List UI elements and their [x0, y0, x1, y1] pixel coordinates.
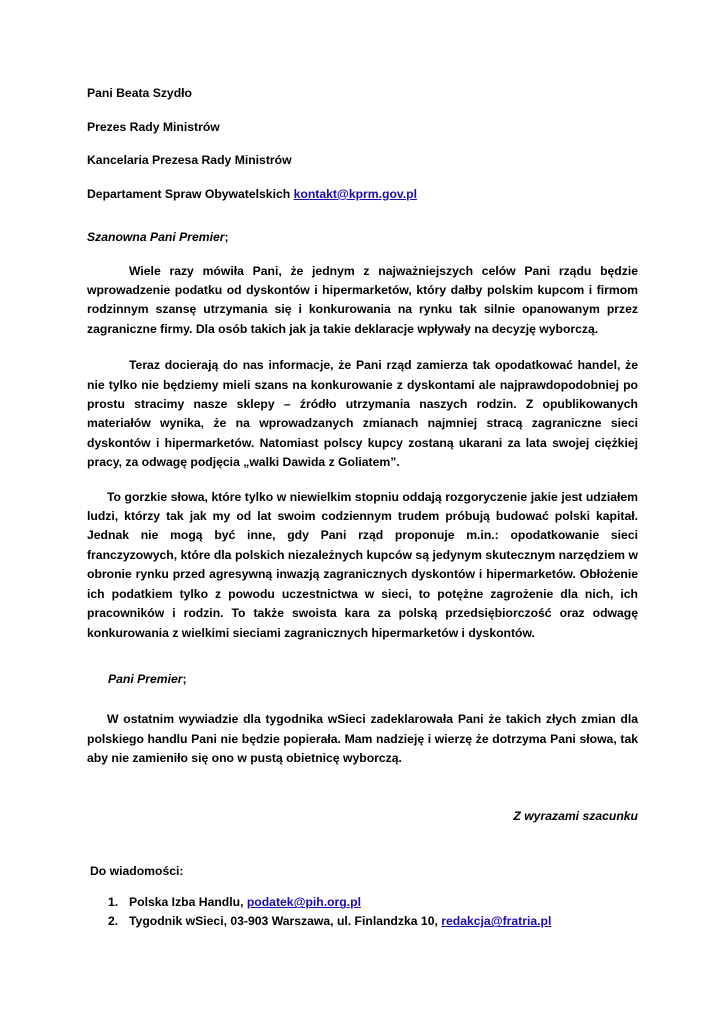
cc-item-email-link[interactable]: redakcja@fratria.pl [441, 914, 552, 929]
salutation-2-punct: ; [182, 671, 187, 686]
cc-item-number: 1. [108, 895, 119, 910]
cc-item-number: 2. [108, 914, 119, 929]
salutation-text: Szanowna Pani Premier [87, 230, 225, 245]
cc-item-text: Polska Izba Handlu, [129, 895, 247, 910]
department-email-link[interactable]: kontakt@kprm.gov.pl [293, 186, 417, 201]
paragraph-1: Wiele razy mówiła Pani, że jednym z najważniejszych celów Pani rządu będzie wprowadzenie podatku od dyskontów i hipermarketów, który dałby polskim kupcom i firmom rodzinnym szansę utrzymania się i konkurowania na rynku tak silnie opanowanym przez zagraniczne firmy. Dla osób takich jak ja takie deklaracje wpływały na decyzję wyborczą. [87, 263, 638, 336]
cc-item [87, 893, 638, 912]
cc-list [87, 893, 638, 931]
letter-page [87, 84, 638, 931]
cc-item-text: Tygodnik wSieci, 03-903 Warszawa, ul. Finlandzka 10, [129, 914, 442, 929]
recipient-department [87, 185, 638, 204]
salutation-2 [108, 670, 638, 689]
paragraph-2: Teraz docierają do nas informacje, że Pani rząd zamierza tak opodatkować handel, że nie tylko nie będziemy mieli szans na konkurowanie z dyskontami ale najprawdopodobniej po prostu stracimy nasze sklepy – źródło utrzymania naszych rodzin. Z opublikowanych materiałów wynika, że na wprowadzanych zmianach najmniej stracą zagraniczne sieci dyskontów i hipermarketów. Natomiast polscy kupcy zostaną ukarani za lata swojej ciężkiej pracy, za odwagę podjęcia „walki Dawida z Goliatem”. [87, 358, 638, 470]
salutation [87, 228, 638, 247]
recipient-name: Pani Beata Szydło [87, 86, 192, 100]
paragraph-3: To gorzkie słowa, które tylko w niewielkim stopniu oddają rozgoryczenie jakie jest udziałem ludzi, którzy tak jak my od lat swoim codziennym trudem próbują budować polski kapitał. Jednak nie mogą być inne, gdy Pani rząd proponuje m.in.: opodatkowanie sieci franczyzowych, które dla polskich niezależnych kupców są jedynym skutecznym narzędziem w obronie rynku przed agresywną inwazją zagranicznych dyskontów i hipermarketów. Obłożenie ich podatkiem tylko z powodu uczestnictwa w sieci, to potężne zagrożenie dla nich, ich pracowników i rodzin. To także swoista kara za polską przedsiębiorczość oraz odwagę konkurowania z wielkimi sieciami zagranicznych hipermarketów i dyskontów. [87, 489, 638, 640]
salutation-2-text: Pani Premier [108, 671, 183, 686]
recipient-office: Kancelaria Prezesa Rady Ministrów [87, 153, 292, 168]
recipient-title: Prezes Rady Ministrów [87, 119, 220, 134]
cc-item [87, 912, 638, 931]
closing: Z wyrazami szacunku [513, 808, 638, 823]
salutation-punct: ; [224, 230, 229, 245]
cc-title: Do wiadomości: [90, 863, 184, 878]
paragraph-4: W ostatnim wywiadzie dla tygodnika wSieci zadeklarowała Pani że takich złych zmian dla polskiego handlu Pani nie będzie popierała. Mam nadzieję i wierzę że dotrzyma Pani słowa, tak aby nie zamieniło się ono w pustą obietnicę wyborczą. [87, 712, 638, 766]
cc-item-email-link[interactable]: podatek@pih.org.pl [246, 895, 361, 910]
department-label: Departament Spraw Obywatelskich [87, 186, 294, 201]
